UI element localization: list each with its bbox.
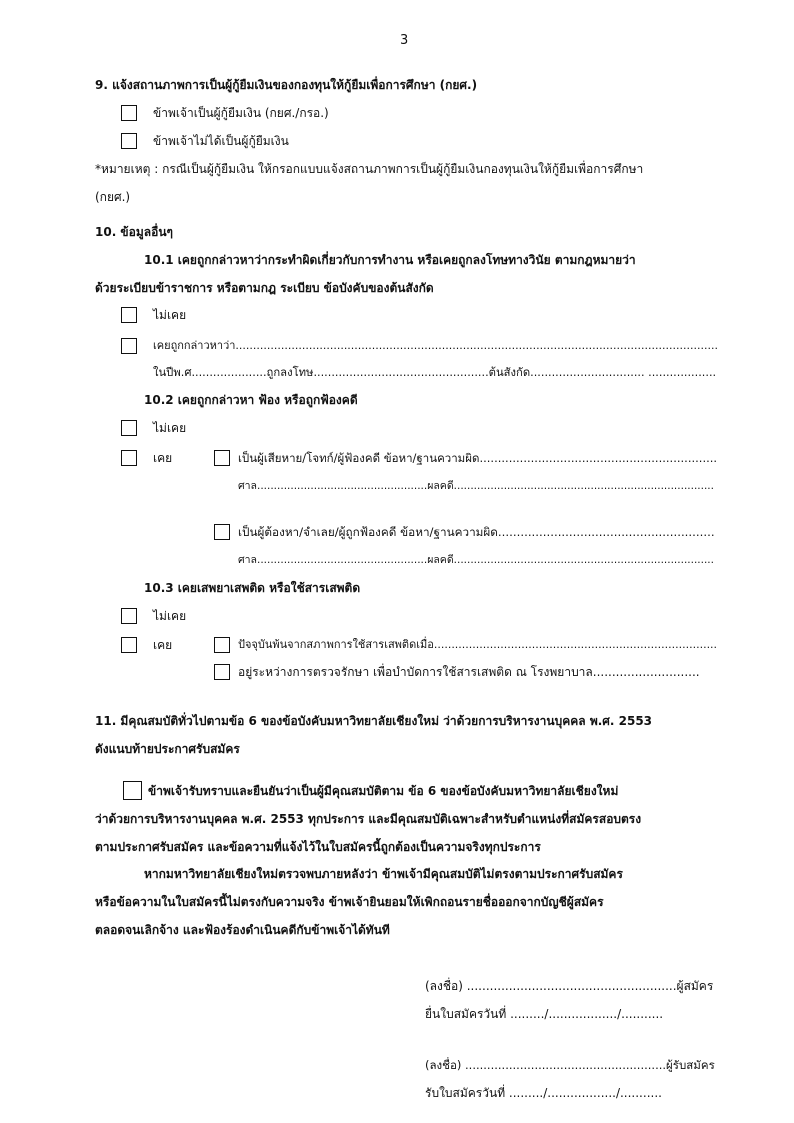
option-10-3-never: ไม่เคย [153,609,187,623]
field-10-3-treatment[interactable]: อยู่ระหว่างการตรวจรักษา เพื่อบำบัดการใช้สารเสพติด ณ โรงพยาบาล............................ [238,665,700,679]
field-10-2-defendant[interactable]: เป็นผู้ต้องหา/จำเลย/ผู้ถูกฟ้องคดี ข้อหา/ฐานความผิด.......................................................... [238,525,715,539]
option-10-3-ever: เคย [153,638,173,652]
field-10-1-detail[interactable]: ในปีพ.ศ.....................ถูกลงโทษ.................................................ต้นสังกัด................................ ................... [153,366,717,379]
section-9-heading: 9. แจ้งสถานภาพการเป็นผู้กู้ยืมเงินของกองทุนให้กู้ยืมเพื่อการศึกษา (กยศ.) [95,78,478,92]
receiver-date-field[interactable]: รับใบสมัครวันที่ ........./................../........... [425,1086,662,1100]
section-9-note-cont: (กยศ.) [95,190,131,204]
field-10-1-accused[interactable]: เคยถูกกล่าวหาว่า.......................................................................................................................................... [153,339,718,352]
checkbox-confirm-qualification[interactable] [123,781,142,800]
question-10-1: 10.1 เคยถูกกล่าวหาว่ากระทำผิดเกี่ยวกับการทำงาน หรือเคยถูกลงโทษทางวินัย ตามกฎหมายว่า [144,253,636,267]
checkbox-10-1-never[interactable] [121,307,137,323]
checkbox-10-3-never[interactable] [121,608,137,624]
checkbox-not-borrower[interactable] [121,133,137,149]
applicant-date-field[interactable]: ยื่นใบสมัครวันที่ ........./................../........... [425,1007,664,1021]
checkbox-10-3-quit[interactable] [214,637,230,653]
field-10-2-victim[interactable]: เป็นผู้เสียหาย/โจทก์/ผู้ฟ้องคดี ข้อหา/ฐานความผิด................................................................. [238,451,718,465]
checkbox-loan-borrower[interactable] [121,105,137,121]
question-10-2: 10.2 เคยถูกกล่าวหา ฟ้อง หรือถูกฟ้องคดี [144,393,358,407]
checkbox-10-2-victim[interactable] [214,450,230,466]
confirm-paragraph-line-3: ตามประกาศรับสมัคร และข้อความที่แจ้งไว้ในใบสมัครนี้ถูกต้องเป็นความจริงทุกประการ [95,840,541,854]
applicant-signature-field[interactable]: (ลงชื่อ) .......................................................ผู้สมัคร [425,979,714,993]
option-10-1-never: ไม่เคย [153,308,187,322]
receiver-signature-field[interactable]: (ลงชื่อ) .......................................................ผู้รับสมัคร [425,1058,715,1072]
checkbox-10-2-ever[interactable] [121,450,137,466]
consent-paragraph-line-3: ตลอดจนเลิกจ้าง และฟ้องร้องดำเนินคดีกับข้าพเจ้าได้ทันที [95,923,390,937]
option-10-2-never: ไม่เคย [153,421,187,435]
section-9-note: *หมายเหตุ : กรณีเป็นผู้กู้ยืมเงิน ให้กรอกแบบแจ้งสถานภาพการเป็นผู้กู้ยืมเงินกองทุนเงินให้กู้ยืมเพื่อการศึกษา [95,162,644,176]
checkbox-10-3-ever[interactable] [121,637,137,653]
section-10-heading: 10. ข้อมูลอื่นๆ [95,225,173,239]
consent-paragraph-line-1: หากมหาวิทยาลัยเชียงใหม่ตรวจพบภายหลังว่า ข้าพเจ้ามีคุณสมบัติไม่ตรงตามประกาศรับสมัคร [144,867,623,881]
question-10-3: 10.3 เคยเสพยาเสพติด หรือใช้สารเสพติด [144,581,361,595]
confirm-paragraph-line-1: ข้าพเจ้ารับทราบและยืนยันว่าเป็นผู้มีคุณสมบัติตาม ข้อ 6 ของข้อบังคับมหาวิทยาลัยเชียงใหม่ [148,784,619,798]
question-10-1-cont: ด้วยระเบียบข้าราชการ หรือตามกฎ ระเบียบ ข้อบังคับของต้นสังกัด [95,281,434,295]
section-11-heading-cont: ดังแนบท้ายประกาศรับสมัคร [95,742,240,756]
checkbox-10-2-never[interactable] [121,420,137,436]
consent-paragraph-line-2: หรือข้อความในใบสมัครนี้ไม่ตรงกับความจริง ข้าพเจ้ายินยอมให้เพิกถอนรายชื่อออกจากบัญชีผู้สมัคร [95,895,604,909]
option-not-borrower: ข้าพเจ้าไม่ได้เป็นผู้กู้ยืมเงิน [153,134,289,148]
page-number: 3 [400,33,409,48]
checkbox-10-2-defendant[interactable] [214,524,230,540]
option-10-2-ever: เคย [153,451,173,465]
field-10-2-defendant-court[interactable]: ศาล...................................................ผลคดี.............................................................................. [238,554,714,566]
field-10-2-victim-court[interactable]: ศาล...................................................ผลคดี.............................................................................. [238,480,714,492]
option-loan-borrower: ข้าพเจ้าเป็นผู้กู้ยืมเงิน (กยศ./กรอ.) [153,106,329,120]
checkbox-10-3-treatment[interactable] [214,664,230,680]
field-10-3-quit[interactable]: ปัจจุบันพ้นจากสภาพการใช้สารเสพติดเมื่อ................................................................................. [238,638,718,651]
section-11-heading: 11. มีคุณสมบัติทั่วไปตามข้อ 6 ของข้อบังคับมหาวิทยาลัยเชียงใหม่ ว่าด้วยการบริหารงานบุคคล พ.ศ. 2553 [95,714,653,728]
confirm-paragraph-line-2: ว่าด้วยการบริหารงานบุคคล พ.ศ. 2553 ทุกประการ และมีคุณสมบัติเฉพาะสำหรับตำแหน่งที่สมัครสอบตรง [95,812,642,826]
checkbox-10-1-accused[interactable] [121,338,137,354]
